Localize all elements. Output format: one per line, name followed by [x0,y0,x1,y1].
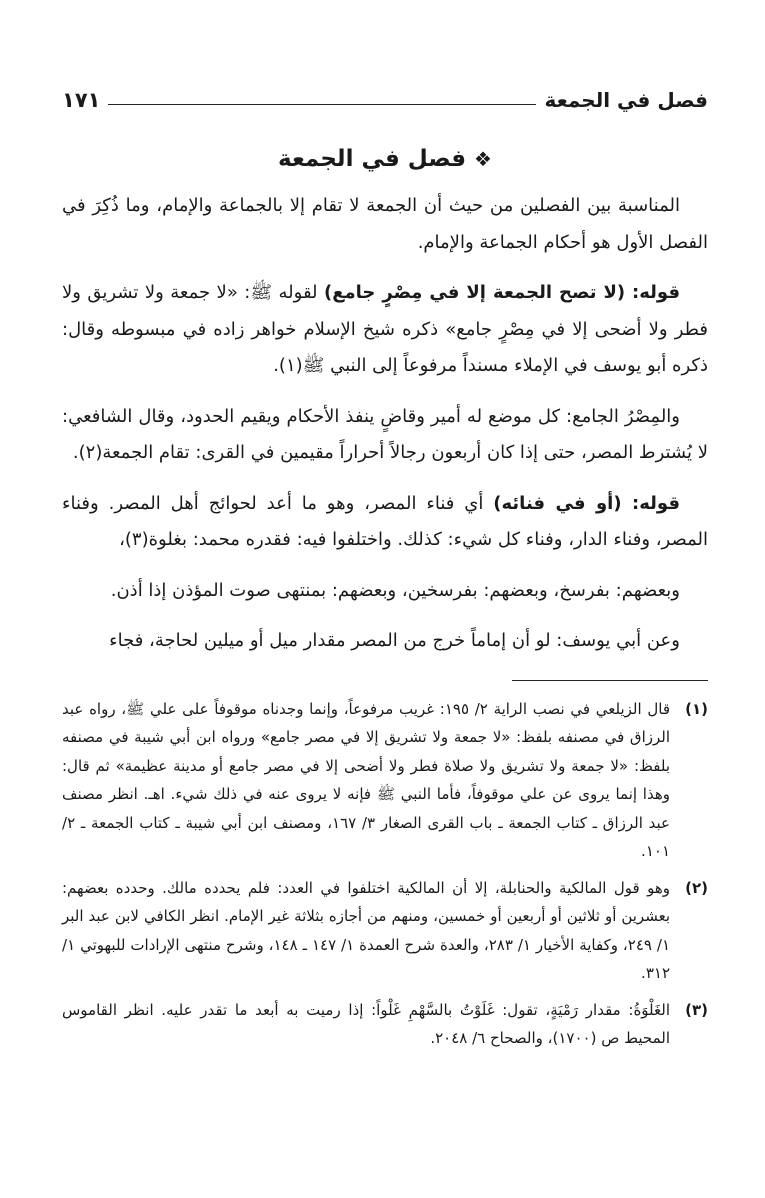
paragraph-text: المناسبة بين الفصلين من حيث أن الجمعة لا تقام إلا بالجماعة والإمام، وما ذُكِرَ في الفصل الأول هو أحكام الجماعة والإمام. [62,195,708,253]
footnote [62,874,708,988]
footnotes [62,695,708,1053]
paragraph [62,486,708,559]
paragraph [62,188,708,261]
section-heading [62,146,708,172]
footnote-number: (٢) [685,878,708,897]
ornament-icon: ❖ [474,147,492,171]
paragraph-text: وعن أبي يوسف: لو أن إماماً خرج من المصر مقدار ميل أو ميلين لحاجة، فجاء [109,630,680,651]
running-header [62,82,708,112]
footnote-separator [512,680,708,681]
page-number: ١٧١ [62,88,101,112]
paragraph-bold: قوله: (لا تصح الجمعة إلا في مِصْرٍ جامع) [323,282,680,303]
header-rule [108,104,536,105]
header-title: فصل في الجمعة [544,88,708,112]
footnote-number: (٣) [685,1000,708,1019]
paragraph [62,623,708,660]
paragraph [62,573,708,610]
footnote-text: وهو قول المالكية والحنابلة، إلا أن المالكية اختلفوا في العدد: فلم يحدده مالك. وحدده بعضهم: بعشرين أو ثلاثين أو أربعين أو خمسين، ومنهم من أجازه بثلاثة غير الإمام. انظر الكافي لابن عبد البر ١/ ٢٤٩، وكفاية الأخيار ١/ ٢٨٣، والعدة شرح العمدة ١/ ١٤٧ ـ ١٤٨، وشرح منتهى الإرادات للبهوتي ١/ ٣١٢. [62,878,671,982]
body-text [62,188,708,660]
footnote [62,996,708,1053]
paragraph-text: لقوله ﷺ: «لا جمعة ولا تشريق ولا فطر ولا أضحى إلا في مِصْرٍ جامع» ذكره شيخ الإسلام خواهر زاده في مبسوطه وقال: ذكره أبو يوسف في الإملاء مسنداً مرفوعاً إلى النبي ﷺ(١). [62,282,708,376]
footnote-text: الغَلْوَةُ: مقدار رَمْيَةٍ، تقول: غَلَوْتُ بالسَّهْمِ غَلْواً: إذا رميت به أبعد ما تقدر عليه. انظر القاموس المحيط ص (١٧٠٠)، والصحاح ٦/ ٢٠٤٨. [62,1000,670,1047]
paragraph-text: والمِصْرُ الجامع: كل موضع له أمير وقاضٍ ينفذ الأحكام ويقيم الحدود، وقال الشافعي: لا يُشترط المصر، حتى إذا كان أربعون رجالاً أحراراً مقيمين في القرى: تقام الجمعة(٢). [62,405,708,463]
section-title: فصل في الجمعة [278,146,467,172]
footnote-text: قال الزيلعي في نصب الراية ٢/ ١٩٥: غريب مرفوعاً، وإنما وجدناه موقوفاً على علي ﷺ، رواه عبد الرزاق في مصنفه بلفظ: «لا جمعة ولا تشريق إلا في مصر جامع» ورواه ابن أبي شيبة في مصنفه بلفظ: «لا جمعة ولا تشريق ولا صلاة فطر ولا أضحى إلا في مصر جامع أو مدينة عظيمة» ثم قال: وهذا إنما يروى عن علي موقوفاً، فأما النبي ﷺ فإنه لا يروى عنه في ذلك شيء. اهـ. انظر مصنف عبد الرزاق ـ كتاب الجمعة ـ باب القرى الصغار ٣/ ١٦٧، ومصنف ابن أبي شيبة ـ كتاب الجمعة ـ ٢/ ١٠١. [62,699,670,860]
book-page [62,82,708,1061]
paragraph-text: وبعضهم: بفرسخ، وبعضهم: بفرسخين، وبعضهم: بمنتهى صوت المؤذن إذا أذن. [110,579,680,601]
paragraph [62,399,708,472]
paragraph-text: أي فناء المصر، وهو ما أعد لحوائج أهل المصر. وفناء المصر، وفناء الدار، وفناء كل شيء: كذلك. واختلفوا فيه: فقدره محمد: بغلوة(٣)، [62,492,708,550]
paragraph-bold: قوله: (أو في فنائه) [493,492,680,514]
footnote-number: (١) [685,699,708,718]
paragraph [62,275,708,385]
footnote [62,695,708,866]
